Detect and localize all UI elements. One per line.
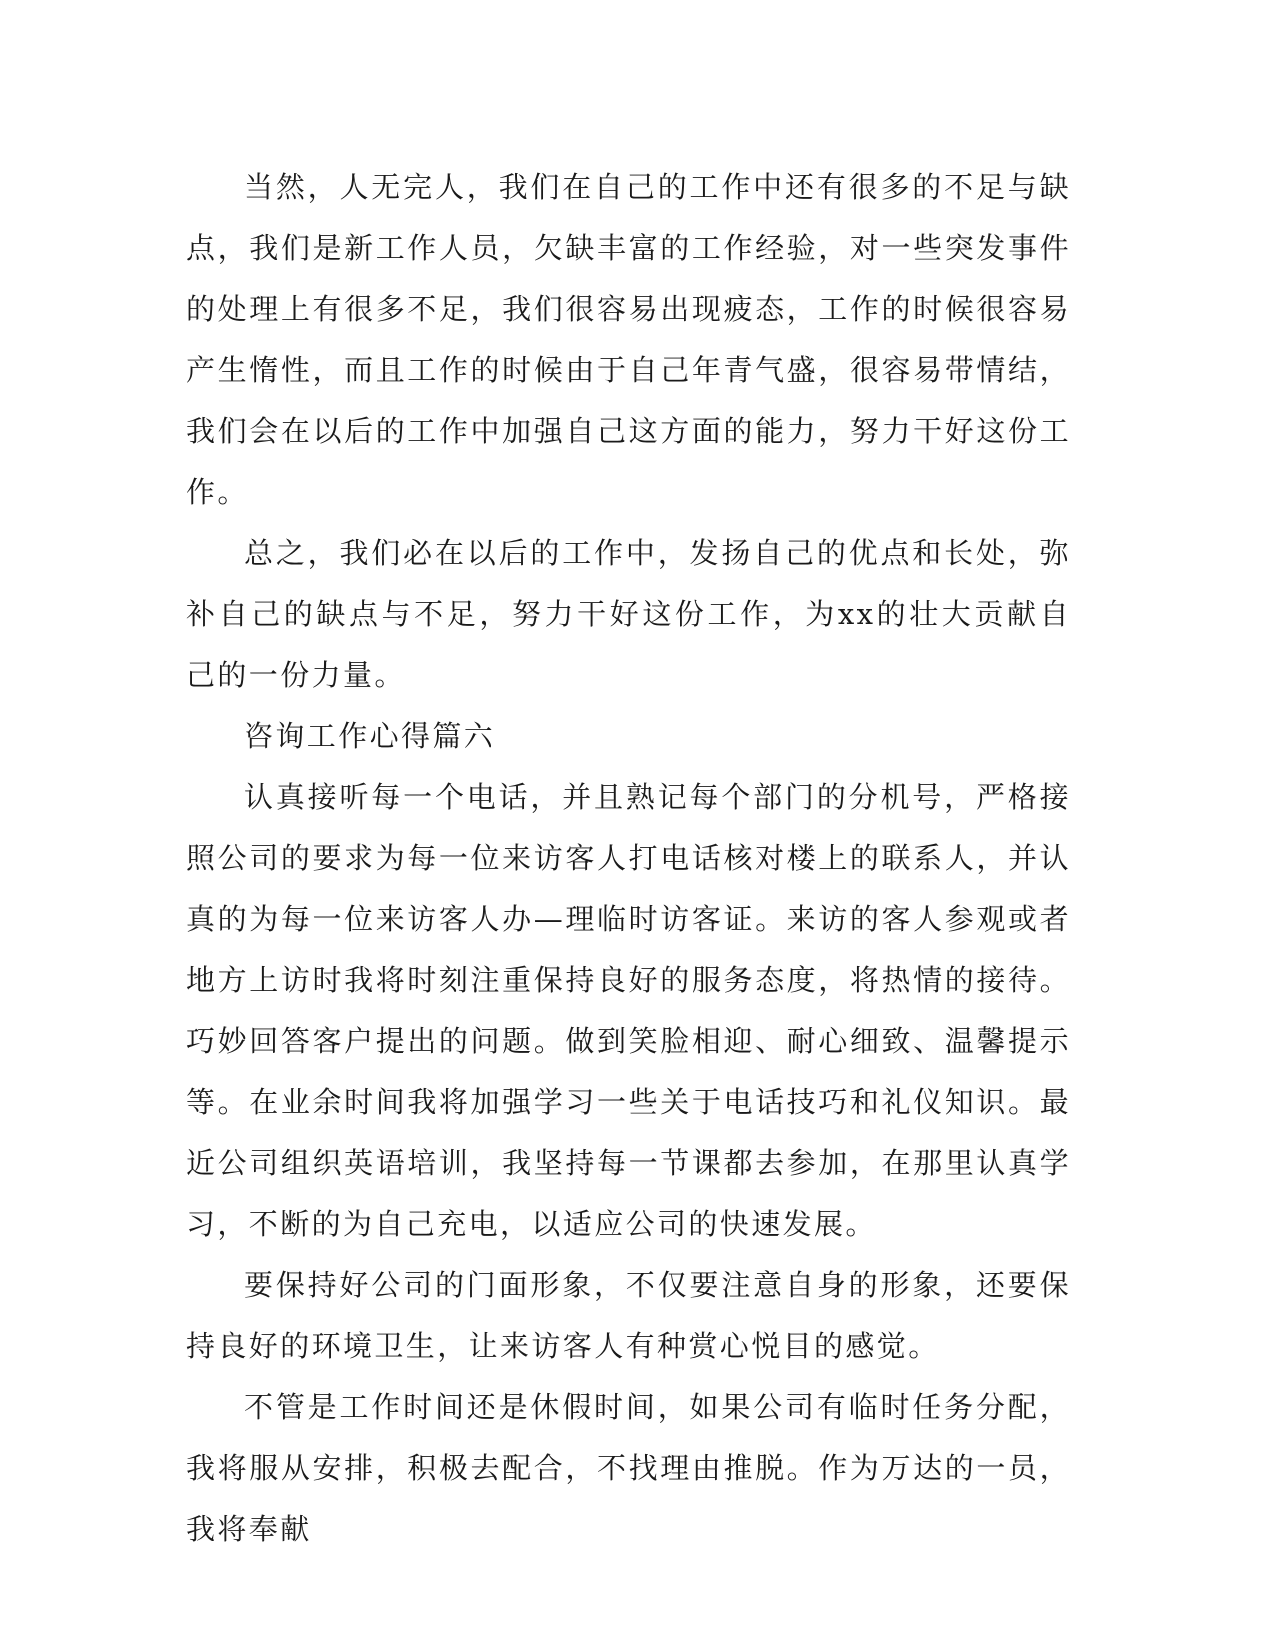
paragraph-phone-reception: 认真接听每一个电话，并且熟记每个部门的分机号，严格接照公司的要求为每一位来访客人打电话核对楼上的联系人，并认真的为每一位来访客人办—理临时访客证。来访的客人参观或者地方上访时我将时刻注重保持良好的服务态度，将热情的接待。巧妙回答客户提出的问题。做到笑脸相迎、耐心细致、温馨提示等。在业余时间我将加强学习一些关于电话技巧和礼仪知识。最近公司组织英语培训，我坚持每一节课都去参加，在那里认真学习，不断的为自己充电，以适应公司的快速发展。 [186, 780, 1071, 1241]
document-body [186, 157, 1071, 1560]
paragraph-shortcomings: 当然，人无完人，我们在自己的工作中还有很多的不足与缺点，我们是新工作人员，欠缺丰富的工作经验，对一些突发事件的处理上有很多不足，我们很容易出现疲态，工作的时候很容易产生惰性，而且工作的时候由于自己年青气盛，很容易带情结，我们会在以后的工作中加强自己这方面的能力，努力干好这份工作。 [186, 170, 1071, 509]
paragraph-conclusion: 总之，我们必在以后的工作中，发扬自己的优点和长处，弥补自己的缺点与不足，努力干好这份工作，为xx的壮大贡献自己的一份力量。 [186, 536, 1071, 692]
paragraph-company-image: 要保持好公司的门面形象，不仅要注意自身的形象，还要保持良好的环境卫生，让来访客人有种赏心悦目的感觉。 [186, 1268, 1071, 1363]
paragraph-temporary-tasks: 不管是工作时间还是休假时间，如果公司有临时任务分配，我将服从安排，积极去配合，不找理由推脱。作为万达的一员，我将奉献 [186, 1390, 1071, 1546]
section-heading: 咨询工作心得篇六 [244, 719, 496, 753]
